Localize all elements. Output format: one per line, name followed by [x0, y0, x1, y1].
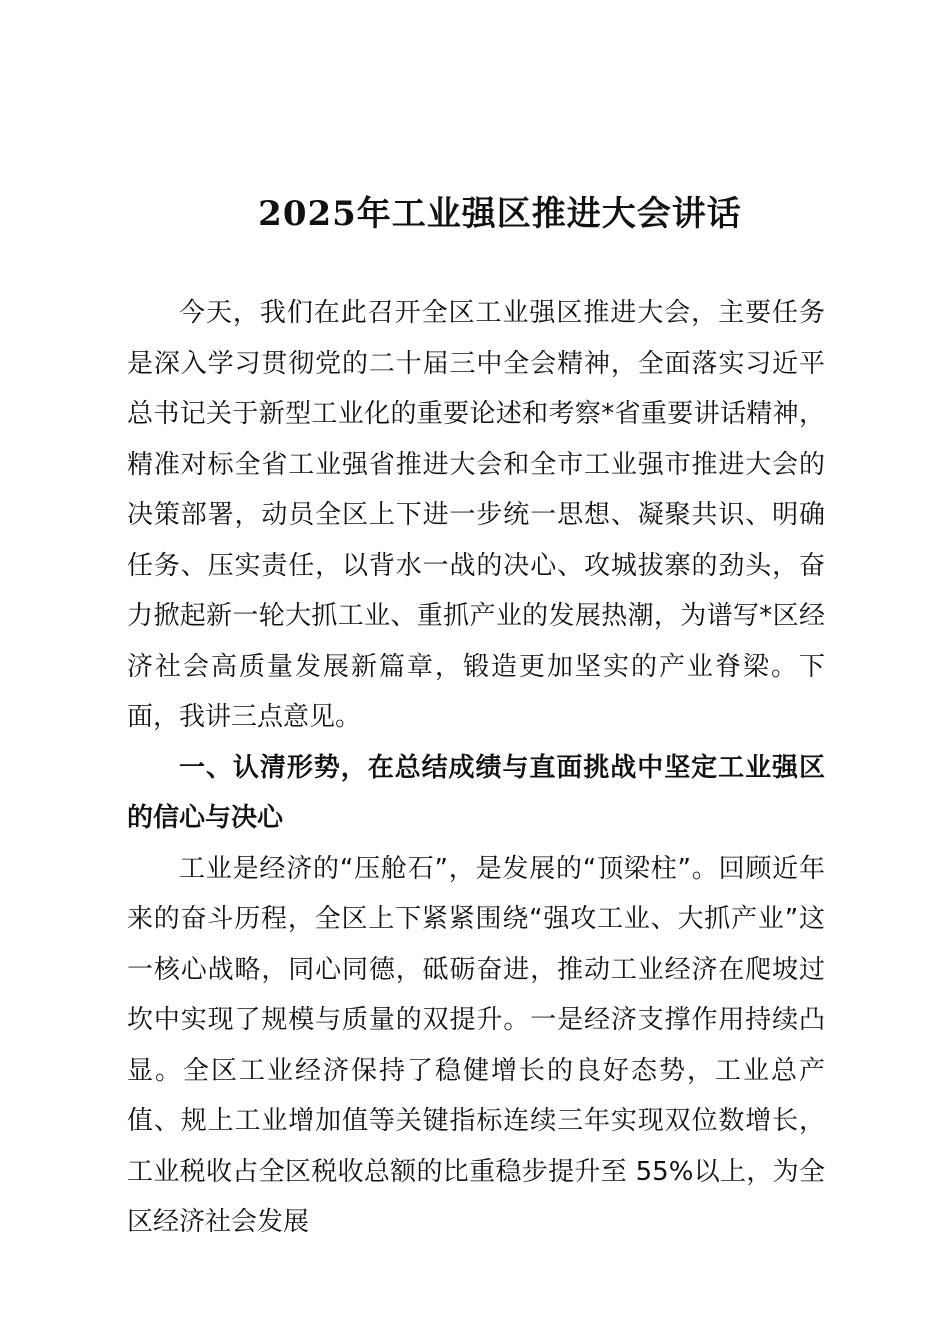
section-1-paragraph: 工业是经济的“压舱石”，是发展的“顶梁柱”。回顾近年来的奋斗历程，全区上下紧紧围绕“强攻工业、大抓产业”这一核心战略，同心同德，砥砺奋进，推动工业经济在爬坡过坎中实现了规模与质量的双提升。一是经济支撑作用持续凸显。全区工业经济保持了稳健增长的良好态势，工业总产值、规上工业增加值等关键指标连续三年实现双位数增长，工业税收占全区税收总额的比重稳步提升至 55%以上，为全区经济社会发展 [127, 853, 825, 1237]
section-heading-1: 一、认清形势，在总结成绩与直面挑战中坚定工业强区的信心与决心 [127, 752, 825, 833]
document-title: 2025年工业强区推进大会讲话 [258, 194, 742, 234]
intro-paragraph: 今天，我们在此召开全区工业强区推进大会，主要任务是深入学习贯彻党的二十届三中全会精神，全面落实习近平总书记关于新型工业化的重要论述和考察*省重要讲话精神，精准对标全省工业强省推进大会和全市工业强市推进大会的决策部署，动员全区上下进一步统一思想、凝聚共识、明确任务、压实责任，以背水一战的决心、攻城拔寨的劲头，奋力掀起新一轮大抓工业、重抓产业的发展热潮，为谱写*区经济社会高质量发展新篇章，锻造更加坚实的产业脊梁。下面，我讲三点意见。 [127, 298, 825, 732]
document-body [127, 288, 825, 1248]
